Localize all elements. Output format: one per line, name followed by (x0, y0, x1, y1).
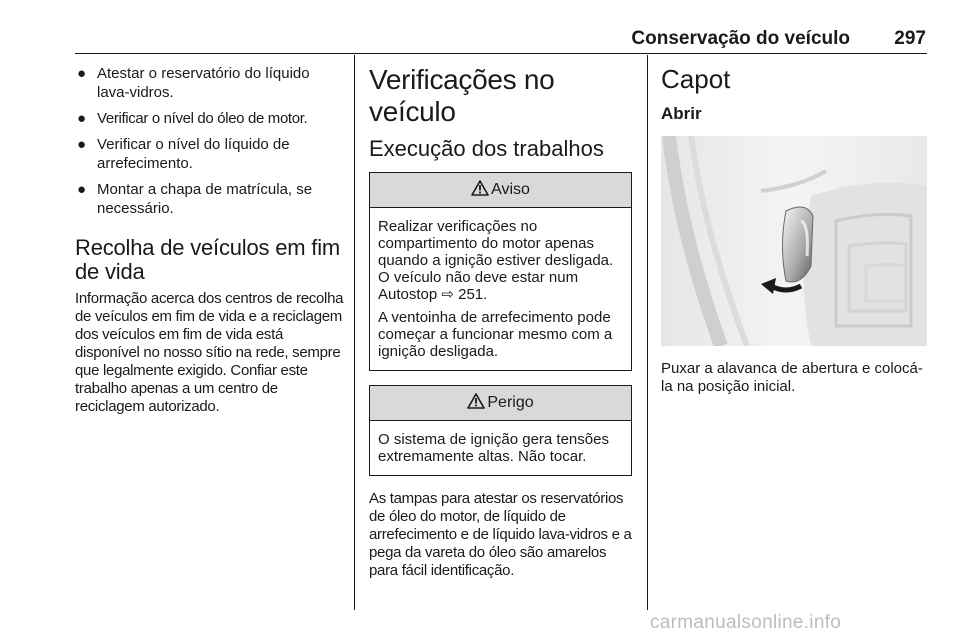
capot-caption: Puxar a alavanca de abertura e colocá-la na posição inicial. (661, 360, 923, 395)
list-item: ● Atestar o reservatório do líquido lava-vidros. (77, 65, 310, 101)
column-divider-right (647, 55, 648, 610)
abrir-subtitle: Abrir (661, 104, 702, 123)
header-rule (75, 53, 927, 54)
page-number: 297 (894, 28, 926, 49)
list-item: ● Montar a chapa de matrícula, se necessário. (77, 181, 313, 217)
aviso-text-1: Realizar verificações no compartimento do motor apenas quando a ignição estiver desligada. O veículo não deve estar num Autostop ⇨ 251. (378, 218, 614, 303)
subtitle-execucao: Execução dos trabalhos (369, 136, 604, 161)
warning-triangle-icon (471, 180, 489, 196)
section-text-recolha: Informação acerca dos centros de recolha de veículos em fim de vida e a reciclagem dos veículos em fim de vida está disponível no nosso sítio na rede, sempre que legalmente exigido. Confiar este trabalho apenas a um centro de reciclagem autorizado. (75, 290, 344, 415)
perigo-text: O sistema de ignição gera tensões extremamente altas. Não tocar. (378, 431, 609, 465)
bullet-icon: ● (77, 65, 87, 82)
perigo-box (369, 385, 632, 476)
page-title: Verificações no veículo (369, 64, 555, 127)
tampas-text: As tampas para atestar os reservatórios de óleo do motor, de líquido de arrefecimento e de líquido lava-vidros e a pega da vareta do óleo são amarelos para fácil identificação. (369, 490, 632, 579)
hood-release-lever-photo (661, 136, 927, 346)
perigo-label: Perigo (487, 394, 534, 411)
warning-triangle-icon (467, 393, 485, 409)
column-divider-left (354, 55, 355, 610)
bullet-list (75, 64, 345, 218)
aviso-header (370, 173, 631, 208)
bullet-icon: ● (77, 181, 87, 198)
list-item: ● Verificar o nível do óleo de motor. (77, 110, 308, 127)
bullet-icon: ● (77, 136, 87, 153)
column-2 (369, 64, 632, 580)
section-title-recolha: Recolha de veículos em fim de vida (75, 235, 341, 284)
hood-release-lever-image (661, 136, 927, 346)
capot-title: Capot (661, 64, 731, 94)
aviso-text-2: A ventoinha de arrefecimento pode começar a funcionar mesmo com a ignição desligada. (378, 309, 613, 360)
column-1 (75, 64, 345, 416)
watermark: carmanualsonline.info (650, 612, 842, 633)
aviso-box (369, 172, 632, 371)
header-title: Conservação do veículo (631, 28, 850, 49)
column-3 (661, 64, 927, 396)
list-item: ● Verificar o nível do líquido de arrefecimento. (77, 136, 290, 172)
bullet-icon: ● (77, 110, 87, 127)
perigo-header (370, 386, 631, 421)
aviso-label: Aviso (491, 181, 530, 198)
